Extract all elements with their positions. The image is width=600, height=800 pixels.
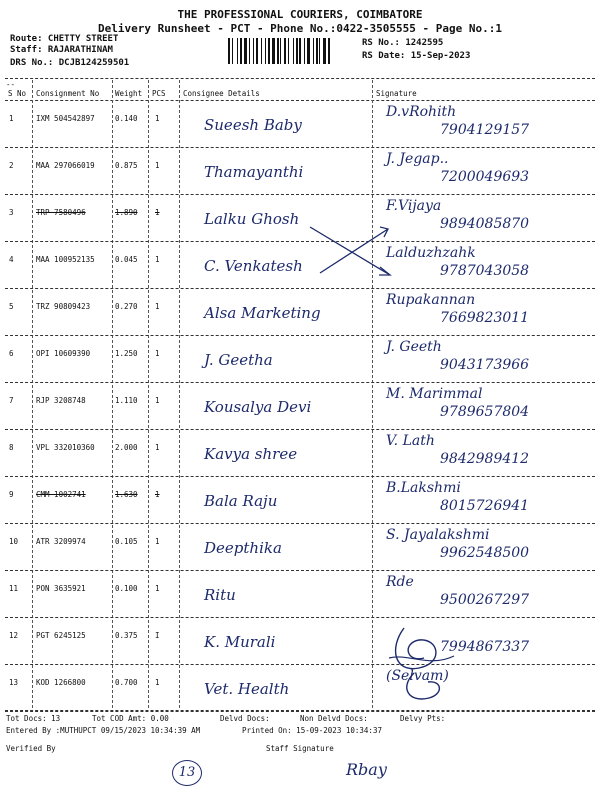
page-count-mark: 13: [178, 765, 196, 780]
consignment-cell: CMM 1002741: [36, 490, 86, 499]
consignee-handwritten: Deepthika: [204, 539, 282, 557]
runsheet-title: Delivery Runsheet - PCT - Phone No.:0422-3505555 - Page No.:1: [98, 22, 502, 35]
pcs-cell: 1: [155, 161, 160, 170]
phone-handwritten: 9500267297: [440, 592, 530, 608]
weight-cell: 0.375: [115, 631, 138, 640]
consignment-cell: IXM 504542897: [36, 114, 95, 123]
phone-handwritten: 9894085870: [440, 216, 530, 232]
consignee-handwritten: Kousalya Devi: [204, 398, 312, 416]
weight-cell: 1.110: [115, 396, 138, 405]
signature-handwritten: V. Lath: [386, 433, 435, 449]
phone-handwritten: 7200049693: [440, 169, 530, 185]
weight-cell: 1.890: [115, 208, 138, 217]
rs-date: RS Date: 15-Sep-2023: [362, 51, 471, 61]
consignment-cell: OPI 10609390: [36, 349, 91, 358]
consignee-handwritten: Thamayanthi: [204, 163, 304, 181]
table-row: [0, 476, 600, 523]
consignee-handwritten: Alsa Marketing: [204, 304, 321, 322]
col-header-signature: Signature: [376, 89, 417, 98]
consignee-handwritten: Bala Raju: [204, 492, 278, 510]
pcs-cell: 1: [155, 490, 160, 499]
pcs-cell: 1: [155, 208, 160, 217]
weight-cell: 0.100: [115, 584, 138, 593]
weight-cell: 0.105: [115, 537, 138, 546]
signature-handwritten: J. Jegap..: [386, 151, 449, 167]
company-title: THE PROFESSIONAL COURIERS, COIMBATORE: [177, 8, 423, 21]
table-row: [0, 664, 600, 711]
table-row: [0, 335, 600, 382]
signature-handwritten: F.Vijaya: [386, 198, 442, 214]
staff-signature-hand: Rbay: [346, 760, 387, 779]
weight-cell: 1.630: [115, 490, 138, 499]
col-header-sno: S No: [8, 89, 27, 98]
col-header-pcs: PCS: [152, 89, 166, 98]
rs-number: RS No.: 1242595: [362, 38, 444, 48]
pcs-cell: 1: [155, 584, 160, 593]
consignment-cell: TRZ 90809423: [36, 302, 91, 311]
printed-on: Printed On: 15-09-2023 10:34:37: [242, 726, 382, 735]
pcs-cell: 1: [155, 396, 160, 405]
sno-cell: 1: [9, 114, 14, 123]
col-header-consignment: Consignment No: [36, 89, 100, 98]
correction-arrows: [300, 215, 400, 285]
staff-signature-label: Staff Signature: [266, 744, 334, 753]
table-row: [0, 523, 600, 570]
table-top-rule: [5, 78, 595, 79]
table-row: [0, 100, 600, 147]
col-header-consignee: Consignee Details: [183, 89, 260, 98]
signature-scribble: [384, 618, 464, 708]
entered-by: Entered By :MUTHUPCT 09/15/2023 10:34:39 AM: [6, 726, 201, 735]
staff: Staff: RAJARATHINAM: [10, 45, 113, 55]
consignment-cell: PON 3635921: [36, 584, 86, 593]
sno-cell: 10: [9, 537, 19, 546]
signature-handwritten: Rupakannan: [386, 292, 476, 308]
phone-handwritten: 7904129157: [440, 122, 530, 138]
phone-handwritten: 9962548500: [440, 545, 530, 561]
pcs-cell: I: [155, 631, 160, 640]
total-cod: Tot COD Amt: 0.00: [92, 714, 169, 723]
consignment-cell: MAA 297066019: [36, 161, 95, 170]
signature-handwritten: D.vRohith: [386, 104, 457, 120]
consignment-cell: KOD 1266800: [36, 678, 86, 687]
verified-by: Verified By: [6, 744, 56, 753]
sno-cell: 11: [9, 584, 19, 593]
phone-handwritten: 8015726941: [440, 498, 530, 514]
table-row: [0, 570, 600, 617]
consignment-cell: TRP 7580496: [36, 208, 86, 217]
col-header-weight: Weight: [115, 89, 143, 98]
pcs-cell: 1: [155, 443, 160, 452]
pcs-cell: 1: [155, 114, 160, 123]
consignment-cell: ATR 3209974: [36, 537, 86, 546]
sno-cell: 5: [9, 302, 14, 311]
page-count-circle: [172, 760, 202, 786]
signature-handwritten: (Selvam): [386, 668, 449, 684]
consignee-handwritten: Ritu: [204, 586, 236, 604]
consignee-handwritten: Vet. Health: [204, 680, 290, 698]
weight-cell: 2.000: [115, 443, 138, 452]
consignee-handwritten: K. Murali: [204, 633, 276, 651]
consignment-cell: MAA 100952135: [36, 255, 95, 264]
row-rule: [5, 711, 595, 712]
consignment-cell: RJP 3208748: [36, 396, 86, 405]
footer-rule: [5, 710, 595, 711]
consignee-handwritten: J. Geetha: [204, 351, 273, 369]
pcs-cell: 1: [155, 255, 160, 264]
consignment-cell: PGT 6245125: [36, 631, 86, 640]
sno-cell: 13: [9, 678, 19, 687]
weight-cell: 0.140: [115, 114, 138, 123]
sno-cell: 6: [9, 349, 14, 358]
pcs-cell: 1: [155, 302, 160, 311]
signature-handwritten: Lalduzhzahk: [386, 245, 476, 261]
consignment-cell: VPL 332010360: [36, 443, 95, 452]
drs-number: DRS No.: DCJB124259501: [10, 58, 130, 68]
total-docs: Tot Docs: 13: [6, 714, 61, 723]
sno-cell: 9: [9, 490, 14, 499]
phone-handwritten: 7669823011: [440, 310, 530, 326]
phone-handwritten: 9842989412: [440, 451, 530, 467]
phone-handwritten: 9789657804: [440, 404, 530, 420]
sno-cell: 8: [9, 443, 14, 452]
barcode: [228, 38, 354, 64]
delivery-points: Delvy Pts:: [400, 714, 446, 723]
weight-cell: 0.700: [115, 678, 138, 687]
consignee-handwritten: C. Venkatesh: [204, 257, 303, 275]
pcs-cell: 1: [155, 678, 160, 687]
phone-handwritten: 7994867337: [440, 639, 530, 655]
weight-cell: 0.875: [115, 161, 138, 170]
dash-mark: --: [6, 80, 16, 89]
table-row: [0, 429, 600, 476]
signature-handwritten: J. Geeth: [386, 339, 442, 355]
weight-cell: 1.250: [115, 349, 138, 358]
consignee-handwritten: Kavya shree: [204, 445, 298, 463]
phone-handwritten: 9787043058: [440, 263, 530, 279]
phone-handwritten: 9043173966: [440, 357, 530, 373]
sno-cell: 3: [9, 208, 14, 217]
signature-handwritten: M. Marimmal: [386, 386, 483, 402]
table-row: [0, 617, 600, 664]
table-row: [0, 382, 600, 429]
sno-cell: 12: [9, 631, 19, 640]
pcs-cell: 1: [155, 537, 160, 546]
signature-handwritten: S. Jayalakshmi: [386, 527, 490, 543]
consignee-handwritten: Sueesh Baby: [204, 116, 302, 134]
table-row: [0, 147, 600, 194]
signature-handwritten: B.Lakshmi: [386, 480, 461, 496]
sno-cell: 4: [9, 255, 14, 264]
signature-handwritten: Rde: [386, 574, 414, 590]
table-row: [0, 288, 600, 335]
sno-cell: 7: [9, 396, 14, 405]
weight-cell: 0.270: [115, 302, 138, 311]
non-delivered-docs: Non Delvd Docs:: [300, 714, 368, 723]
weight-cell: 0.045: [115, 255, 138, 264]
consignee-handwritten: Lalku Ghosh: [204, 210, 300, 228]
pcs-cell: 1: [155, 349, 160, 358]
sno-cell: 2: [9, 161, 14, 170]
route: Route: CHETTY STREET: [10, 34, 119, 44]
delivered-docs: Delvd Docs:: [220, 714, 270, 723]
